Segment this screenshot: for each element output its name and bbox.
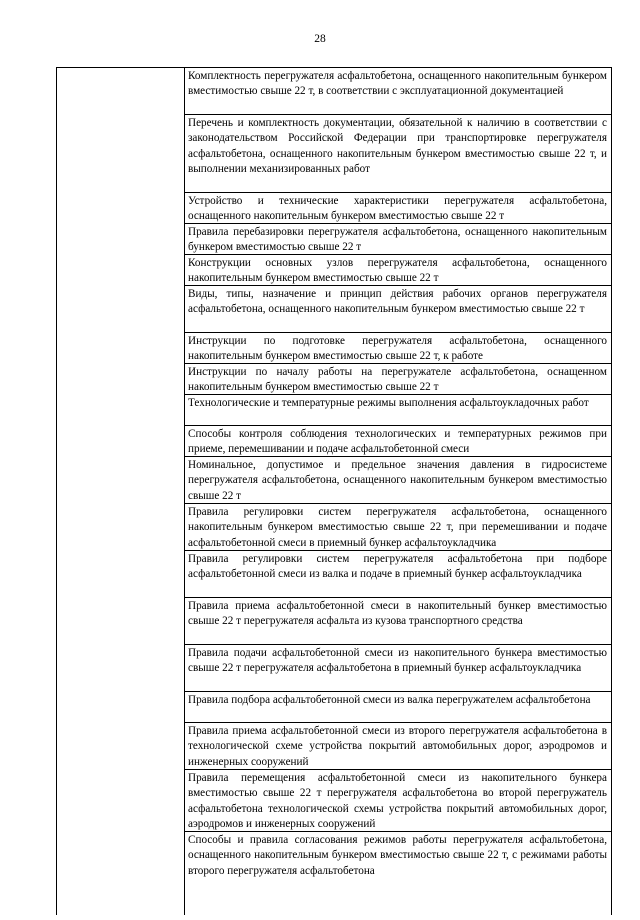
table-cell: Инструкции по началу работы на перегружателе асфальтобетона, оснащенном накопительным бункером вместимостью свыше 22 т: [185, 364, 611, 395]
table-cell: Перечень и комплектность документации, обязательной к наличию в соответствии с законодательством Российской Федерации при транспортировке перегружателя асфальтобетона, оснащенного накопительным бункером вместимостью свыше 22 т, и выполнении механизированных работ: [185, 115, 611, 193]
table-cell: Инструкции по подготовке перегружателя асфальтобетона, оснащенного накопительным бункером вместимостью свыше 22 т, к работе: [185, 333, 611, 364]
table-cell: Правила перемещения асфальтобетонной смеси из накопительного бункера вместимостью свыше 22 т перегружателя асфальтобетона во второй перегружатель асфальтобетона технологической схемы устройства покрытий автомобильных дорог, аэродромов и инженерных сооружений: [185, 770, 611, 832]
table-cell: Способы контроля соблюдения технологических и температурных режимов при приеме, перемешивании и подаче асфальтобетонной смеси: [185, 426, 611, 457]
table-cell: Правила приема асфальтобетонной смеси из второго перегружателя асфальтобетона в технологической схеме устройства покрытий автомобильных дорог, аэродромов и инженерных сооружений: [185, 723, 611, 770]
table-cell: Правила регулировки систем перегружателя асфальтобетона при подборе асфальтобетонной смеси из валка и подаче в приемный бункер асфальтоукладчика: [185, 551, 611, 598]
page-number: 28: [314, 33, 326, 45]
table-cell: Правила перебазировки перегружателя асфальтобетона, оснащенного накопительным бункером вместимостью свыше 22 т: [185, 224, 611, 255]
table-cell: Правила регулировки систем перегружателя асфальтобетона, оснащенного накопительным бункером вместимостью свыше 22 т, при перемешивании и подаче асфальтобетонной смеси в приемный бункер асфальтоукладчика: [185, 504, 611, 551]
table-cell: Конструкции основных узлов перегружателя асфальтобетона, оснащенного накопительным бункером вместимостью свыше 22 т: [185, 255, 611, 286]
table-cell: Правила подбора асфальтобетонной смеси из валка перегружателем асфальтобетона: [185, 692, 611, 723]
requirements-table: [56, 67, 612, 915]
table-left-column: [57, 68, 185, 915]
table-cell: Устройство и технические характеристики перегружателя асфальтобетона, оснащенного накопительным бункером вместимостью свыше 22 т: [185, 193, 611, 224]
table-cell: Способы и правила согласования режимов работы перегружателя асфальтобетона, оснащенного накопительным бункером вместимостью свыше 22 т, с режимами работы второго перегружателя асфальтобетона: [188, 834, 607, 877]
table-cell: Виды, типы, назначение и принцип действия рабочих органов перегружателя асфальтобетона, оснащенного накопительным бункером вместимостью свыше 22 т: [185, 286, 611, 333]
table-cell: Номинальное, допустимое и предельное значения давления в гидросистеме перегружателя асфальтобетона, оснащенного накопительным бункером вместимостью свыше 22 т: [185, 457, 611, 504]
table-cell: Комплектность перегружателя асфальтобетона, оснащенного накопительным бункером вместимостью свыше 22 т, в соответствии с эксплуатационной документацией: [185, 68, 611, 115]
table-right-column: [185, 68, 611, 915]
table-cell: Правила приема асфальтобетонной смеси в накопительный бункер вместимостью свыше 22 т перегружателя асфальта из кузова транспортного средства: [185, 598, 611, 645]
table-cell: Технологические и температурные режимы выполнения асфальтоукладочных работ: [185, 395, 611, 426]
table-cell: Правила подачи асфальтобетонной смеси из накопительного бункера вместимостью свыше 22 т перегружателя асфальтобетона в приемный бункер асфальтоукладчика: [185, 645, 611, 692]
